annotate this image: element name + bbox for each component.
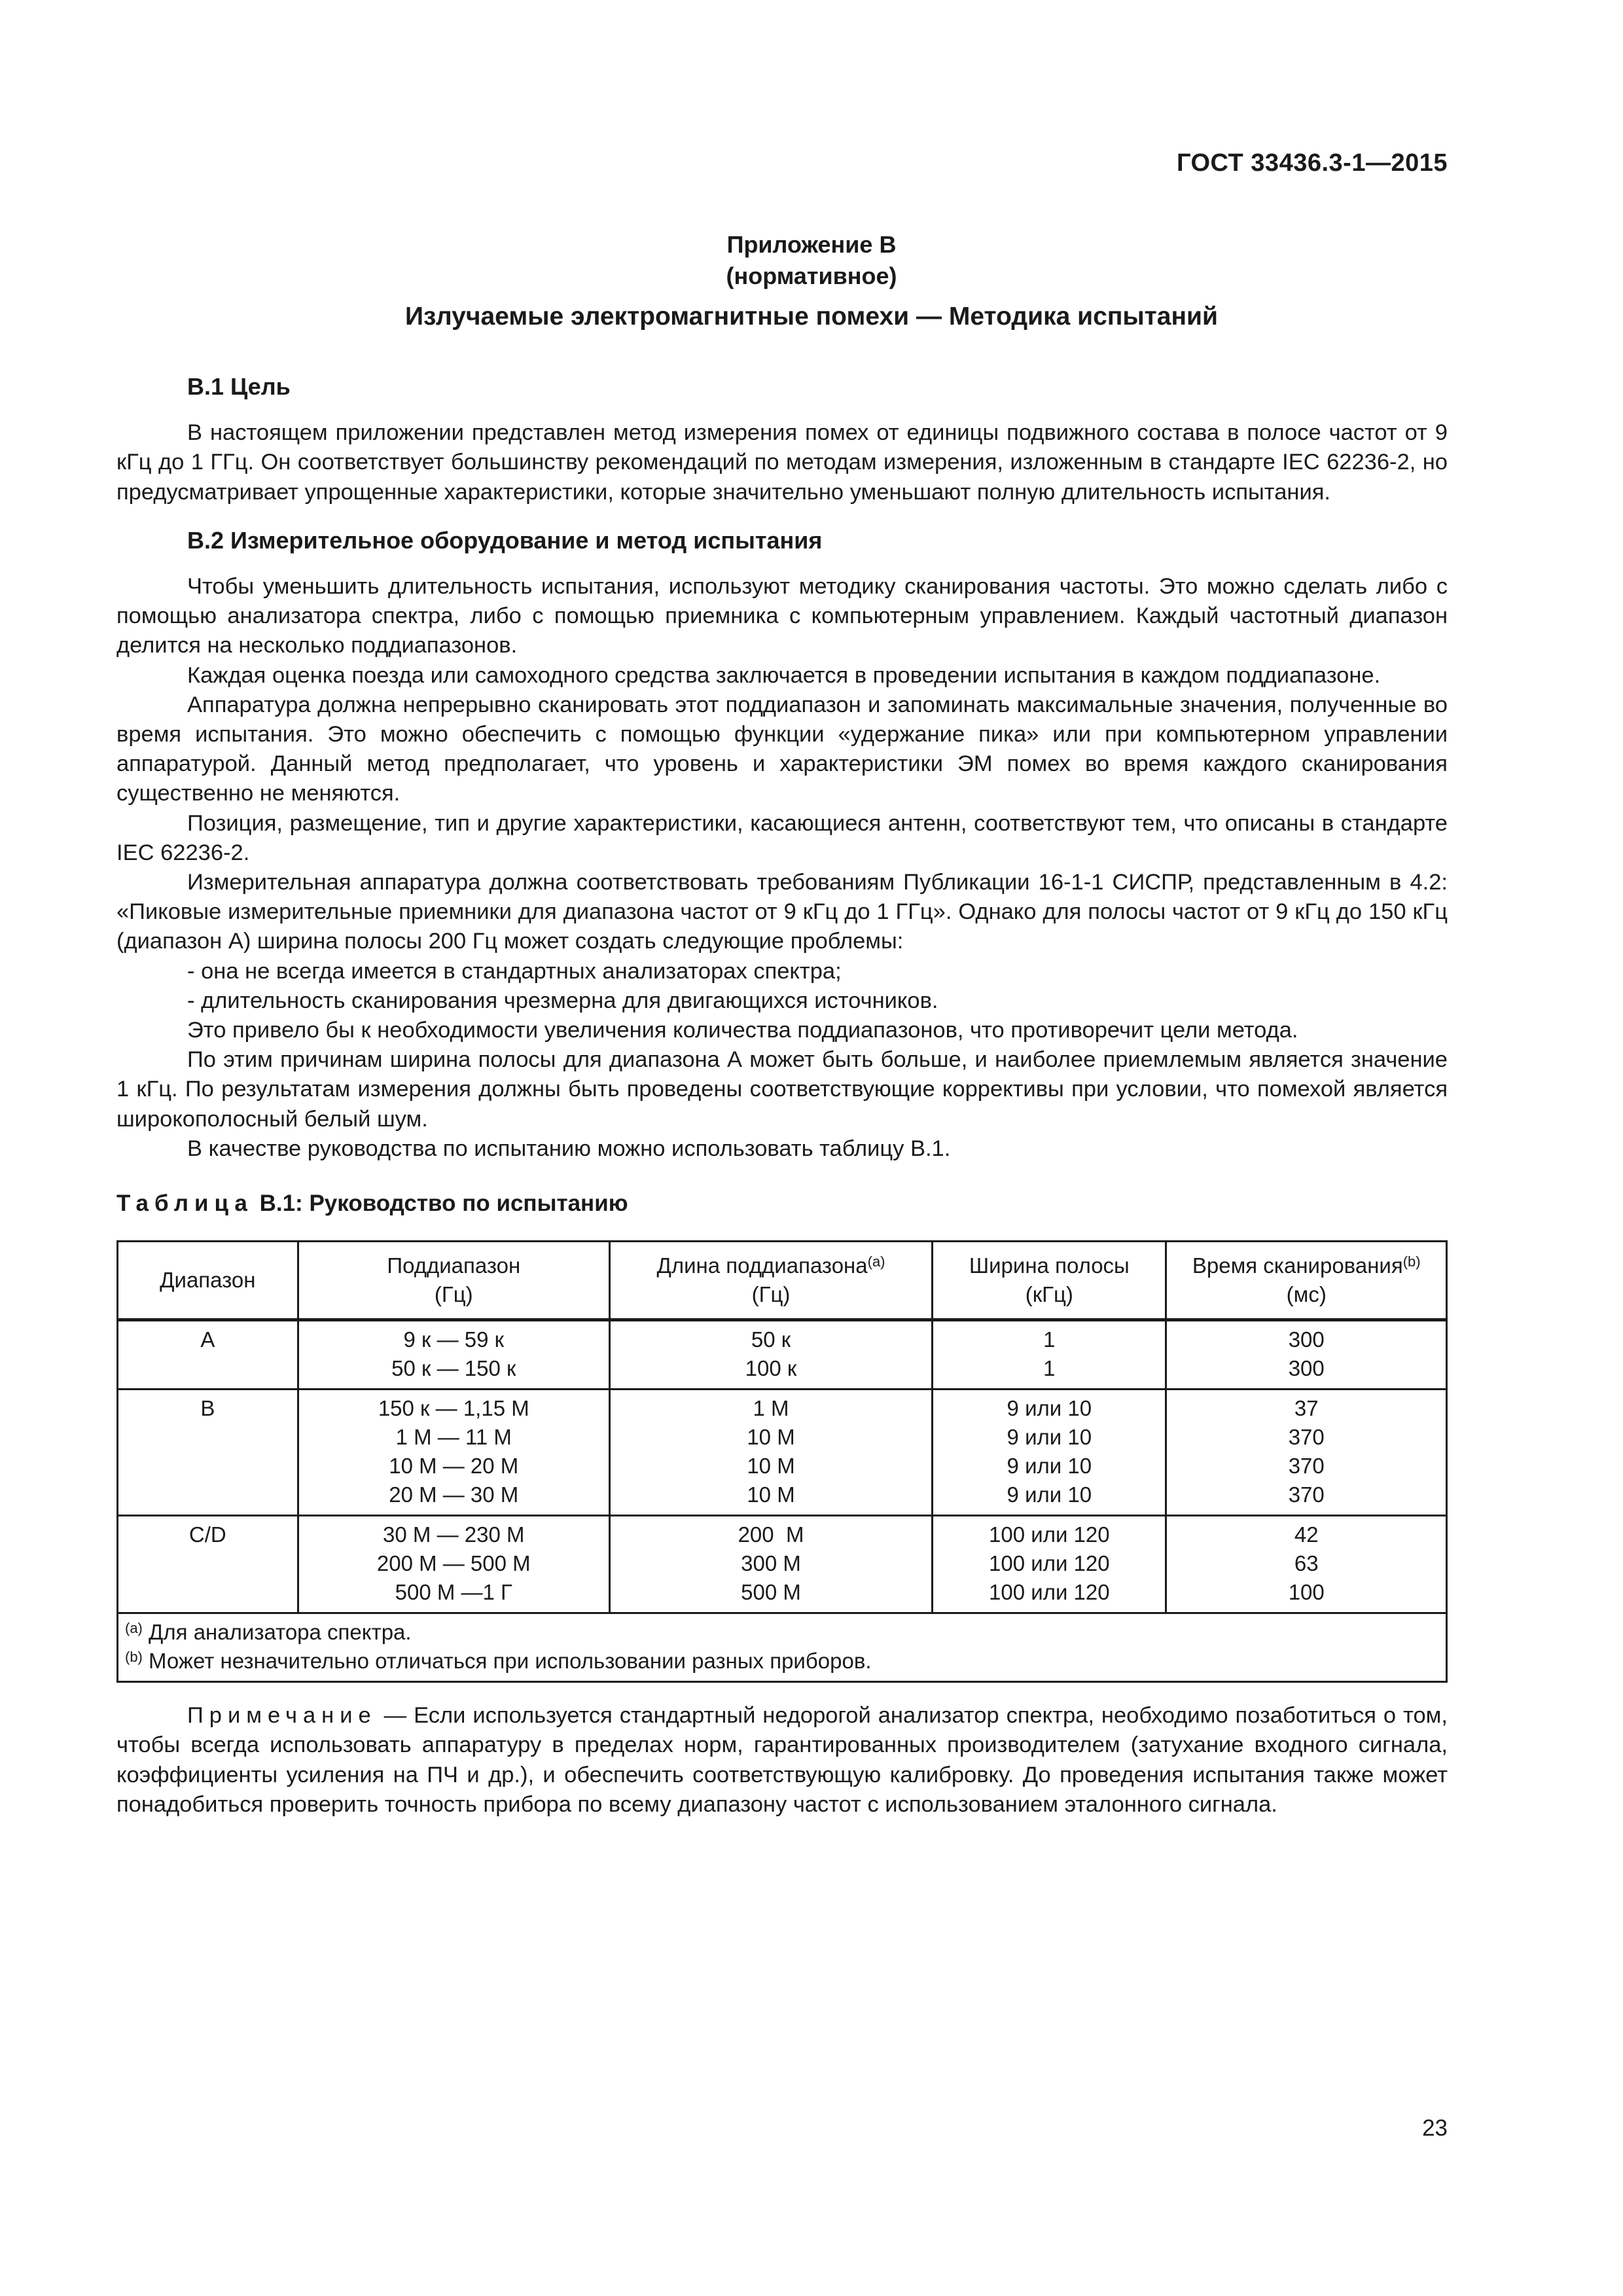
footnote-mark: (b)	[1402, 1253, 1421, 1270]
cell-subranges: 150 к — 1,15 М 1 М — 11 М 10 М — 20 М 20 М — 30 М	[298, 1390, 609, 1516]
heading-b1: В.1 Цель	[187, 373, 291, 400]
paragraph: Измерительная аппаратура должна соответствовать требованиям Публикации 16-1-1 СИСПР, представленным в 4.2: «Пиковые измерительные приемники для диапазона частот от 9 кГц до 1 ГГц». Однако для полосы частот от 9 кГц до 150 кГц (диапазон А) ширина полосы 200 Гц может создать следующие проблемы:	[116, 870, 1448, 954]
header-range: Диапазон	[118, 1242, 298, 1320]
main-content	[116, 372, 1448, 1842]
section-title: Излучаемые электромагнитные помехи — Методика испытаний	[405, 302, 1218, 331]
cell-subranges: 9 к — 59 к 50 к — 150 к	[298, 1320, 609, 1390]
page-number: 23	[1422, 2115, 1448, 2141]
header-scan-time: Время сканирования$^{(b)}$ (мс)	[1166, 1242, 1447, 1320]
table-row	[118, 1320, 1447, 1390]
paragraph: Позиция, размещение, тип и другие характеристики, касающиеся антенн, соответствуют тем, что описаны в стандарте IEC 62236-2.	[116, 810, 1448, 865]
cell-bandwidths: 9 или 10 9 или 10 9 или 10 9 или 10	[933, 1390, 1166, 1516]
annex-status: (нормативное)	[726, 262, 897, 289]
paragraph: Аппаратура должна непрерывно сканировать этот поддиапазон и запоминать максимальные значения, полученные во время испытания. Это можно обеспечить с помощью функции «удержание пика» или при компьютерном управлении аппаратурой. Данный метод предполагает, что уровень и характеристики ЭМ помех во время каждого сканирования существенно не меняются.	[116, 692, 1448, 806]
paragraph: По этим причинам ширина полосы для диапазона А может быть больше, и наиболее приемлемым является значение 1 кГц. По результатам измерения должны быть проведены соответствующие коррективы при условии, что помехой является широкополосный белый шум.	[116, 1047, 1448, 1132]
footnote: $^{(b)}$ Может незначительно отличаться при использовании разных приборов.	[125, 1649, 872, 1674]
cell-lengths: 50 к 100 к	[609, 1320, 932, 1390]
cell-scan-times: 300 300	[1166, 1320, 1447, 1390]
header-bandwidth: Ширина полосы (кГц)	[933, 1242, 1166, 1320]
header-length: Длина поддиапазона$^{(а)}$ (Гц)	[609, 1242, 932, 1320]
footnote-mark: (а)	[867, 1253, 885, 1270]
annex-title: Приложение В	[726, 231, 897, 258]
cell-bandwidths: 100 или 120 100 или 120 100 или 120	[933, 1516, 1166, 1613]
heading-b2: В.2 Измерительное оборудование и метод испытания	[187, 526, 823, 554]
table-footnotes	[118, 1613, 1447, 1682]
header-subrange: Поддиапазон (Гц)	[298, 1242, 609, 1320]
table-row	[118, 1516, 1447, 1613]
table-row	[118, 1390, 1447, 1516]
test-guide-table	[116, 1240, 1448, 1683]
cell-bandwidths: 1 1	[933, 1320, 1166, 1390]
table-header-row	[118, 1242, 1447, 1320]
note-label: Примечание	[187, 1703, 377, 1729]
footnote-mark: (b)	[125, 1649, 143, 1666]
table-caption	[116, 1189, 1448, 1218]
cell-range: С/D	[118, 1516, 298, 1613]
table-note	[116, 1701, 1448, 1820]
cell-scan-times: 37 370 370 370	[1166, 1390, 1447, 1516]
note-text: — Если используется стандартный недорогой анализатор спектра, необходимо позаботиться о том, чтобы всегда использовать аппаратуру в пределах норм, гарантированных производителем (затухание входного сигнала, коэффициенты усиления на ПЧ и др.), и обеспечить соответствующую калибровку. До проведения испытания также может понадобиться проверить точность прибора по всему диапазону частот с использованием эталонного сигнала.	[116, 1703, 1448, 1817]
table-caption-text: В.1: Руководство по испытанию	[253, 1191, 628, 1217]
footnote: $^{(а)}$ Для анализатора спектра.	[125, 1620, 412, 1645]
cell-subranges: 30 М — 230 М 200 М — 500 М 500 М —1 Г	[298, 1516, 609, 1613]
paragraph: Каждая оценка поезда или самоходного средства заключается в проведении испытания в каждом поддиапазоне.	[187, 662, 1381, 688]
table-caption-label: Таблица	[116, 1191, 253, 1217]
table-footnotes-row	[118, 1613, 1447, 1682]
annex-heading	[0, 229, 1623, 292]
list-item: - она не всегда имеется в стандартных анализаторах спектра;	[187, 958, 842, 984]
document-code: ГОСТ 33436.3-1—2015	[1176, 149, 1448, 177]
paragraph: Это привело бы к необходимости увеличения количества поддиапазонов, что противоречит цели метода.	[187, 1018, 1298, 1043]
paragraph: Чтобы уменьшить длительность испытания, используют методику сканирования частоты. Это можно сделать либо с помощью анализатора спектра, либо с помощью приемника с компьютерным управлением. Каждый частотный диапазон делится на несколько поддиапазонов.	[116, 574, 1448, 658]
cell-range: А	[118, 1320, 298, 1390]
paragraph-b1: В настоящем приложении представлен метод измерения помех от единицы подвижного состава в полосе частот от 9 кГц до 1 ГГц. Он соответствует большинству рекомендаций по методам измерения, изложенным в стандарте IEC 62236-2, но предусматривает упрощенные характеристики, которые значительно уменьшают полную длительность испытания.	[116, 420, 1448, 505]
cell-range: В	[118, 1390, 298, 1516]
list-item: - длительность сканирования чрезмерна для двигающихся источников.	[187, 988, 938, 1013]
footnote-mark: (а)	[125, 1620, 143, 1637]
cell-lengths: 200 М 300 М 500 М	[609, 1516, 932, 1613]
paragraph: В качестве руководства по испытанию можно использовать таблицу В.1.	[187, 1136, 951, 1161]
cell-lengths: 1 М 10 М 10 М 10 М	[609, 1390, 932, 1516]
cell-scan-times: 42 63 100	[1166, 1516, 1447, 1613]
